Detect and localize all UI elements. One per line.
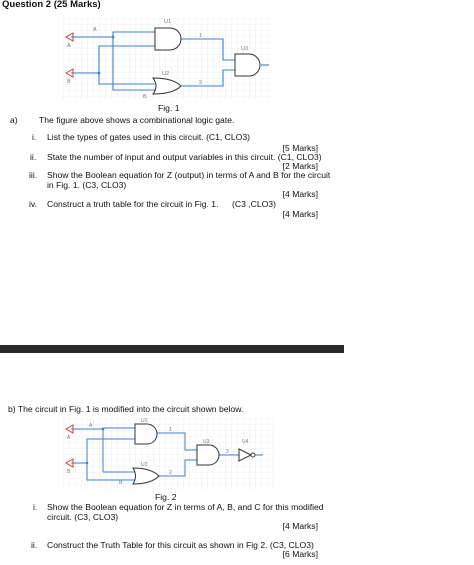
input-label-a: A xyxy=(67,43,71,49)
figure-2 xyxy=(63,418,275,490)
fig1-caption: Fig. 1 xyxy=(158,103,180,113)
item-clo: (C3 ,CLO3) xyxy=(232,199,276,209)
part-a-letter: a) xyxy=(10,115,18,125)
and-gate-u3 xyxy=(235,54,260,76)
item-marks: [6 Marks] xyxy=(282,549,318,559)
wire-label-2: 2 xyxy=(169,470,172,476)
item-number: ii. xyxy=(31,540,38,550)
and-gate-u1 xyxy=(155,28,181,50)
fig2-caption: Fig. 2 xyxy=(155,492,177,502)
item-text: List the types of gates used in this circuit. (C1, CLO3) xyxy=(47,132,250,142)
item-marks: [4 Marks] xyxy=(282,209,318,219)
wire-label-a: A xyxy=(89,423,93,429)
item-number: ii. xyxy=(30,152,37,162)
label-u1: U1 xyxy=(164,19,172,25)
wire-label-b: B xyxy=(143,94,147,100)
item-marks: [5 Marks] xyxy=(282,143,318,153)
wire-label-a: A xyxy=(93,27,97,33)
item-number: i. xyxy=(33,502,38,512)
wire-label-3: 3 xyxy=(226,449,229,455)
part-a-intro: The figure above shows a combinational logic gate. xyxy=(39,115,235,125)
input-label-b: B xyxy=(67,79,71,85)
label-u3: U3 xyxy=(203,439,210,445)
logic-circuit-fig2 xyxy=(63,418,275,490)
logic-circuit-fig1 xyxy=(63,18,273,100)
item-number: iii. xyxy=(29,170,38,180)
label-u4: U4 xyxy=(242,439,249,445)
item-text: State the number of input and output variables in this circuit. (C1, CLO3) xyxy=(47,152,322,162)
item-marks: [4 Marks] xyxy=(282,521,318,531)
question-title: Question 2 (25 Marks) xyxy=(2,0,101,10)
wire-label-2: 2 xyxy=(199,80,203,86)
item-text: Construct the Truth Table for this circuit as shown in Fig 2. (C3, CLO3) xyxy=(47,540,314,550)
part-b-intro: b) The circuit in Fig. 1 is modified into the circuit shown below. xyxy=(8,404,244,414)
figure-1 xyxy=(63,18,273,100)
label-u3: U3 xyxy=(241,46,249,52)
item-text-cont: circuit. (C3, CLO3) xyxy=(47,512,119,522)
item-marks: [2 Marks] xyxy=(282,161,318,171)
item-text-cont: in Fig. 1. (C3, CLO3) xyxy=(47,180,127,190)
item-text: Construct a truth table for the circuit in Fig. 1. xyxy=(47,199,219,209)
input-label-a: A xyxy=(67,435,71,441)
item-number: iv. xyxy=(29,199,37,209)
and-gate-u3 xyxy=(197,445,219,465)
wire-label-1: 1 xyxy=(199,33,203,39)
page-separator xyxy=(0,345,344,353)
and-gate-u1 xyxy=(135,424,157,444)
item-text: Show the Boolean equation for Z (output) in terms of A and B for the circuit xyxy=(47,170,331,180)
wire-label-b: B xyxy=(119,480,123,486)
wire-label-1: 1 xyxy=(169,427,172,433)
label-u2: U2 xyxy=(162,71,170,77)
label-u2: U2 xyxy=(141,462,148,468)
item-text: Show the Boolean equation for Z in terms of A, B, and C for this modified xyxy=(47,502,324,512)
label-u1: U1 xyxy=(141,418,148,424)
item-number: i. xyxy=(32,132,37,142)
item-marks: [4 Marks] xyxy=(282,189,318,199)
input-label-b: B xyxy=(67,469,71,475)
